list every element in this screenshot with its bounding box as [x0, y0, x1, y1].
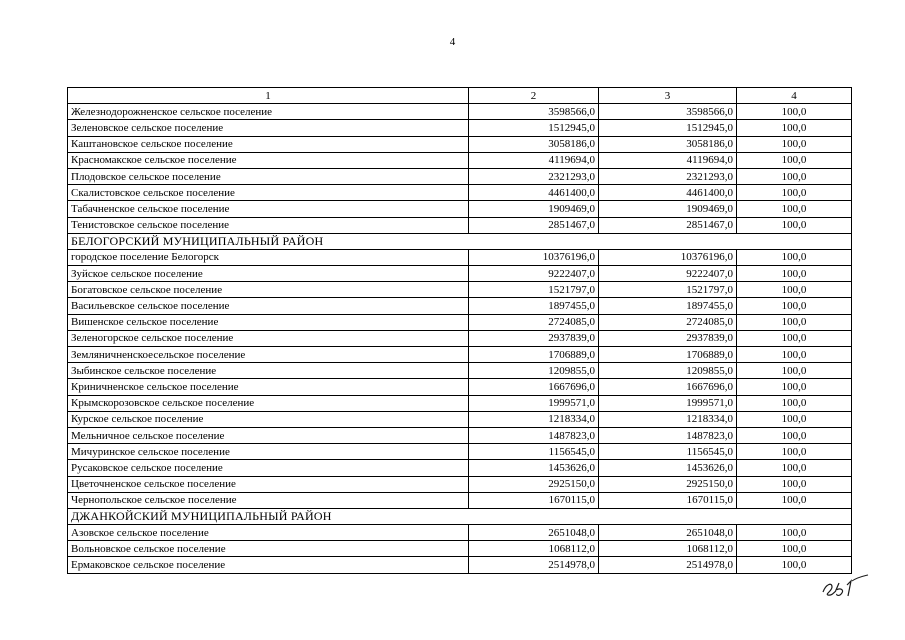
amount-column-2: 3058186,0	[469, 136, 599, 152]
percent-column-4: 100,0	[737, 330, 852, 346]
table-row	[68, 168, 852, 184]
settlement-name: Криничненское сельское поселение	[68, 379, 469, 395]
settlement-name: городское поселение Белогорск	[68, 249, 469, 265]
amount-column-3: 2937839,0	[599, 330, 737, 346]
amount-column-2: 3598566,0	[469, 104, 599, 120]
settlement-name: Красномакское сельское поселение	[68, 152, 469, 168]
table-row	[68, 427, 852, 443]
percent-column-4: 100,0	[737, 411, 852, 427]
column-header-2: 2	[469, 88, 599, 104]
amount-column-3: 1999571,0	[599, 395, 737, 411]
region-header-row	[68, 233, 852, 249]
settlement-name: Плодовское сельское поселение	[68, 168, 469, 184]
amount-column-2: 1068112,0	[469, 541, 599, 557]
settlement-name: Цветочненское сельское поселение	[68, 476, 469, 492]
amount-column-3: 2851467,0	[599, 217, 737, 233]
percent-column-4: 100,0	[737, 444, 852, 460]
amount-column-2: 1521797,0	[469, 282, 599, 298]
amount-column-3: 4461400,0	[599, 185, 737, 201]
percent-column-4: 100,0	[737, 217, 852, 233]
table-row	[68, 379, 852, 395]
column-header-3: 3	[599, 88, 737, 104]
amount-column-2: 2651048,0	[469, 525, 599, 541]
settlement-name: Курское сельское поселение	[68, 411, 469, 427]
table-row	[68, 444, 852, 460]
settlement-name: Вишенское сельское поселение	[68, 314, 469, 330]
percent-column-4: 100,0	[737, 249, 852, 265]
percent-column-4: 100,0	[737, 476, 852, 492]
amount-column-2: 2925150,0	[469, 476, 599, 492]
table-row	[68, 120, 852, 136]
settlement-name: Азовское сельское поселение	[68, 525, 469, 541]
amount-column-2: 1670115,0	[469, 492, 599, 508]
table-row	[68, 152, 852, 168]
table-row	[68, 298, 852, 314]
percent-column-4: 100,0	[737, 492, 852, 508]
region-name: ДЖАНКОЙСКИЙ МУНИЦИПАЛЬНЫЙ РАЙОН	[68, 508, 852, 524]
amount-column-3: 1453626,0	[599, 460, 737, 476]
table-row	[68, 460, 852, 476]
amount-column-3: 2514978,0	[599, 557, 737, 573]
amount-column-3: 2651048,0	[599, 525, 737, 541]
percent-column-4: 100,0	[737, 557, 852, 573]
table-row	[68, 104, 852, 120]
settlement-name: Чернопольское сельское поселение	[68, 492, 469, 508]
percent-column-4: 100,0	[737, 168, 852, 184]
table-row	[68, 525, 852, 541]
amount-column-2: 4461400,0	[469, 185, 599, 201]
amount-column-3: 1209855,0	[599, 363, 737, 379]
amount-column-3: 3058186,0	[599, 136, 737, 152]
amount-column-3: 1068112,0	[599, 541, 737, 557]
region-name: БЕЛОГОРСКИЙ МУНИЦИПАЛЬНЫЙ РАЙОН	[68, 233, 852, 249]
amount-column-2: 1487823,0	[469, 427, 599, 443]
region-header-row	[68, 508, 852, 524]
percent-column-4: 100,0	[737, 314, 852, 330]
table-row	[68, 201, 852, 217]
amount-column-2: 9222407,0	[469, 266, 599, 282]
amount-column-2: 2514978,0	[469, 557, 599, 573]
amount-column-3: 2724085,0	[599, 314, 737, 330]
amount-column-2: 2321293,0	[469, 168, 599, 184]
amount-column-2: 1897455,0	[469, 298, 599, 314]
page-number: 4	[449, 36, 456, 48]
settlement-name: Ермаковское сельское поселение	[68, 557, 469, 573]
amount-column-2: 2937839,0	[469, 330, 599, 346]
settlement-name: Русаковское сельское поселение	[68, 460, 469, 476]
amount-column-3: 4119694,0	[599, 152, 737, 168]
percent-column-4: 100,0	[737, 266, 852, 282]
table-body	[68, 104, 852, 573]
amount-column-3: 1706889,0	[599, 347, 737, 363]
budget-table	[67, 87, 852, 574]
settlement-name: Каштановское сельское поселение	[68, 136, 469, 152]
settlement-name: Крымскорозовское сельское поселение	[68, 395, 469, 411]
amount-column-2: 1218334,0	[469, 411, 599, 427]
settlement-name: Мичуринское сельское поселение	[68, 444, 469, 460]
table-row	[68, 363, 852, 379]
settlement-name: Скалистовское сельское поселение	[68, 185, 469, 201]
table-header-row	[68, 88, 852, 104]
percent-column-4: 100,0	[737, 282, 852, 298]
percent-column-4: 100,0	[737, 185, 852, 201]
amount-column-2: 1667696,0	[469, 379, 599, 395]
table-row	[68, 541, 852, 557]
settlement-name: Васильевское сельское поселение	[68, 298, 469, 314]
table-row	[68, 217, 852, 233]
amount-column-3: 2321293,0	[599, 168, 737, 184]
percent-column-4: 100,0	[737, 104, 852, 120]
settlement-name: Зеленогорское сельское поселение	[68, 330, 469, 346]
amount-column-3: 3598566,0	[599, 104, 737, 120]
settlement-name: Земляничненскоесельское поселение	[68, 347, 469, 363]
amount-column-3: 1897455,0	[599, 298, 737, 314]
settlement-name: Тенистовское сельское поселение	[68, 217, 469, 233]
table-row	[68, 395, 852, 411]
amount-column-2: 4119694,0	[469, 152, 599, 168]
amount-column-2: 2851467,0	[469, 217, 599, 233]
column-header-1: 1	[68, 88, 469, 104]
table-row	[68, 476, 852, 492]
settlement-name: Мельничное сельское поселение	[68, 427, 469, 443]
settlement-name: Зеленовское сельское поселение	[68, 120, 469, 136]
amount-column-3: 1218334,0	[599, 411, 737, 427]
percent-column-4: 100,0	[737, 136, 852, 152]
settlement-name: Зыбинское сельское поселение	[68, 363, 469, 379]
percent-column-4: 100,0	[737, 395, 852, 411]
amount-column-3: 1156545,0	[599, 444, 737, 460]
percent-column-4: 100,0	[737, 120, 852, 136]
settlement-name: Богатовское сельское поселение	[68, 282, 469, 298]
percent-column-4: 100,0	[737, 298, 852, 314]
amount-column-2: 1453626,0	[469, 460, 599, 476]
amount-column-3: 1512945,0	[599, 120, 737, 136]
table-row	[68, 411, 852, 427]
settlement-name: Железнодорожненское сельское поселение	[68, 104, 469, 120]
settlement-name: Вольновское сельское поселение	[68, 541, 469, 557]
table-row	[68, 314, 852, 330]
amount-column-2: 1999571,0	[469, 395, 599, 411]
settlement-name: Зуйское сельское поселение	[68, 266, 469, 282]
percent-column-4: 100,0	[737, 460, 852, 476]
settlement-name: Табачненское сельское поселение	[68, 201, 469, 217]
amount-column-2: 1156545,0	[469, 444, 599, 460]
amount-column-2: 1706889,0	[469, 347, 599, 363]
table-row	[68, 347, 852, 363]
amount-column-2: 10376196,0	[469, 249, 599, 265]
amount-column-3: 9222407,0	[599, 266, 737, 282]
handwritten-signature-icon	[820, 572, 870, 598]
percent-column-4: 100,0	[737, 363, 852, 379]
table-row	[68, 266, 852, 282]
percent-column-4: 100,0	[737, 525, 852, 541]
amount-column-2: 2724085,0	[469, 314, 599, 330]
percent-column-4: 100,0	[737, 427, 852, 443]
amount-column-2: 1209855,0	[469, 363, 599, 379]
percent-column-4: 100,0	[737, 541, 852, 557]
table-row	[68, 185, 852, 201]
table-row	[68, 282, 852, 298]
amount-column-3: 1487823,0	[599, 427, 737, 443]
percent-column-4: 100,0	[737, 347, 852, 363]
table-row	[68, 249, 852, 265]
table-row	[68, 136, 852, 152]
amount-column-3: 2925150,0	[599, 476, 737, 492]
table-row	[68, 330, 852, 346]
percent-column-4: 100,0	[737, 379, 852, 395]
amount-column-2: 1512945,0	[469, 120, 599, 136]
amount-column-2: 1909469,0	[469, 201, 599, 217]
amount-column-3: 10376196,0	[599, 249, 737, 265]
percent-column-4: 100,0	[737, 201, 852, 217]
column-header-4: 4	[737, 88, 852, 104]
table-row	[68, 492, 852, 508]
percent-column-4: 100,0	[737, 152, 852, 168]
amount-column-3: 1670115,0	[599, 492, 737, 508]
amount-column-3: 1909469,0	[599, 201, 737, 217]
table-row	[68, 557, 852, 573]
amount-column-3: 1521797,0	[599, 282, 737, 298]
amount-column-3: 1667696,0	[599, 379, 737, 395]
